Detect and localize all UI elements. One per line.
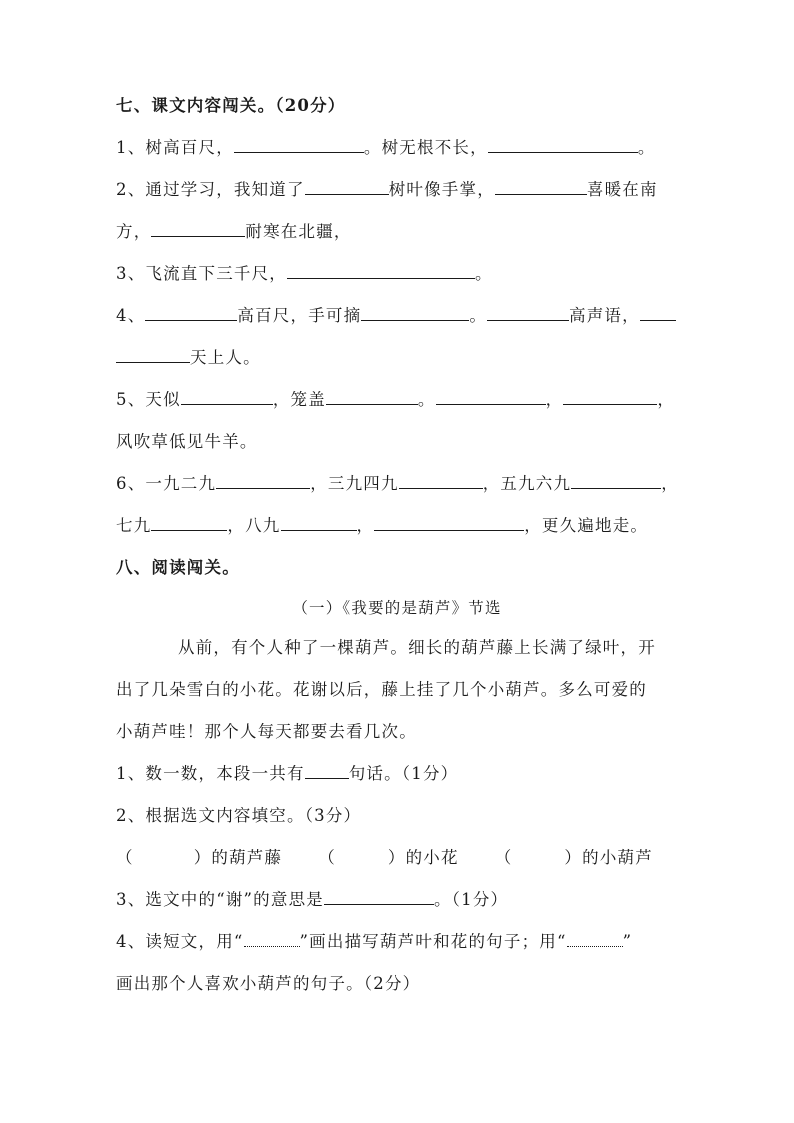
reading-question-3 — [116, 886, 686, 914]
r1-blank[interactable] — [305, 760, 349, 779]
q6-blank-1[interactable] — [216, 470, 310, 489]
passage-line-1: 从前，有个人种了一棵葫芦。细长的葫芦藤上长满了绿叶，开 — [178, 638, 656, 657]
q5-text-e: ， — [657, 390, 676, 409]
q2-blank-1[interactable] — [305, 176, 389, 195]
q2-text-d: 方， — [116, 222, 152, 241]
q6-text-d: ， — [661, 474, 679, 493]
q5-text-a: 5、天似 — [116, 390, 181, 409]
q4-blank-1[interactable] — [145, 302, 237, 321]
question-7-5-cont: 风吹草低见牛羊。 — [116, 432, 258, 451]
q2-text-b: 树叶像手掌， — [388, 180, 495, 199]
r1-text-b: 句话。（1分） — [348, 764, 459, 783]
q6-text-a: 6、一九二九 — [116, 474, 217, 493]
passage-line-2: 出了几朵雪白的小花。花谢以后，藤上挂了几个小葫芦。多么可爱的 — [116, 680, 647, 699]
question-7-3 — [116, 260, 686, 288]
q6-blank-4[interactable] — [151, 512, 227, 531]
question-7-6-cont — [116, 512, 686, 540]
passage-line-3: 小葫芦哇！那个人每天都要去看几次。 — [116, 722, 417, 741]
q4-text-b: 高百尺，手可摘 — [237, 306, 362, 325]
section-7-title: 七、课文内容闯关。（20分） — [116, 96, 346, 115]
q5-blank-3[interactable] — [436, 386, 546, 405]
q3-text-a: 3、飞流直下三千尺， — [116, 264, 287, 283]
q4-blank-4a[interactable] — [640, 302, 676, 321]
q6-text-c: ，五九六九 — [482, 474, 572, 493]
q6-text-g: ， — [356, 516, 375, 535]
q5-blank-4[interactable] — [563, 386, 657, 405]
question-7-2 — [116, 176, 686, 204]
q4-text-e: 天上人。 — [190, 348, 261, 367]
q1-text-c: 。 — [637, 138, 656, 157]
question-7-4-cont — [116, 344, 686, 372]
r2-item-3[interactable]: （ ）的小葫芦 — [494, 848, 653, 867]
r4-text-a: 4、读短文，用“ — [116, 932, 244, 951]
q2-blank-3[interactable] — [151, 218, 245, 237]
q6-text-h: ，更久遍地走。 — [524, 516, 649, 535]
q5-text-d: ， — [545, 390, 564, 409]
q6-text-f: ，八九 — [227, 516, 281, 535]
q6-blank-6[interactable] — [374, 512, 524, 531]
reading-question-2-items — [116, 844, 686, 872]
wavy-line-sample-2 — [567, 936, 623, 947]
q4-blank-4b[interactable] — [116, 344, 190, 363]
question-7-4 — [116, 302, 686, 330]
q1-blank-2[interactable] — [488, 134, 638, 153]
r3-blank[interactable] — [324, 886, 434, 905]
q5-blank-1[interactable] — [181, 386, 273, 405]
reading-question-1 — [116, 760, 686, 788]
q4-text-d: 高声语， — [569, 306, 640, 325]
reading-question-2: 2、根据选文内容填空。（3分） — [116, 806, 362, 825]
q1-text-a: 1、树高百尺， — [116, 138, 234, 157]
reading-question-4 — [116, 928, 686, 956]
q5-text-c: 。 — [417, 390, 436, 409]
section-8-title: 八、阅读闯关。 — [116, 558, 240, 577]
q2-text-c: 喜暖在南 — [586, 180, 658, 199]
q6-blank-5[interactable] — [281, 512, 357, 531]
q6-text-b: ，三九四九 — [310, 474, 399, 493]
q2-blank-2[interactable] — [495, 176, 587, 195]
q3-blank-1[interactable] — [287, 260, 475, 279]
question-7-1 — [116, 134, 686, 162]
q1-blank-1[interactable] — [234, 134, 364, 153]
r2-item-1[interactable]: （ ）的葫芦藤 — [116, 848, 283, 867]
question-7-6 — [116, 470, 686, 498]
q3-text-b: 。 — [475, 264, 493, 283]
question-7-2-cont — [116, 218, 686, 246]
q1-text-b: 。树无根不长， — [363, 138, 488, 157]
r1-text-a: 1、数一数，本段一共有 — [116, 764, 305, 783]
question-7-5 — [116, 386, 686, 414]
q2-text-a: 2、通过学习，我知道了 — [116, 180, 305, 199]
q5-blank-2[interactable] — [326, 386, 418, 405]
wavy-line-sample-1 — [244, 936, 300, 947]
q2-text-e: 耐寒在北疆， — [245, 222, 352, 241]
r3-text-b: 。（1分） — [433, 890, 509, 909]
q6-blank-3[interactable] — [571, 470, 661, 489]
r3-text-a: 3、选文中的“谢”的意思是 — [116, 890, 324, 909]
q4-blank-2[interactable] — [361, 302, 469, 321]
q6-blank-2[interactable] — [399, 470, 483, 489]
passage-title: （一）《我要的是葫芦》节选 — [292, 599, 502, 617]
q6-text-e: 七九 — [116, 516, 152, 535]
r2-item-2[interactable]: （ ）的小花 — [318, 848, 459, 867]
reading-question-4-cont: 画出那个人喜欢小葫芦的句子。（2分） — [116, 974, 421, 993]
q5-text-b: ，笼盖 — [272, 390, 326, 409]
q4-text-c: 。 — [469, 306, 488, 325]
q4-blank-3[interactable] — [487, 302, 569, 321]
q4-text-a: 4、 — [116, 306, 146, 325]
r4-text-b: ”画出描写葫芦叶和花的句子；用“ — [299, 932, 567, 951]
r4-text-c: ” — [622, 932, 633, 951]
